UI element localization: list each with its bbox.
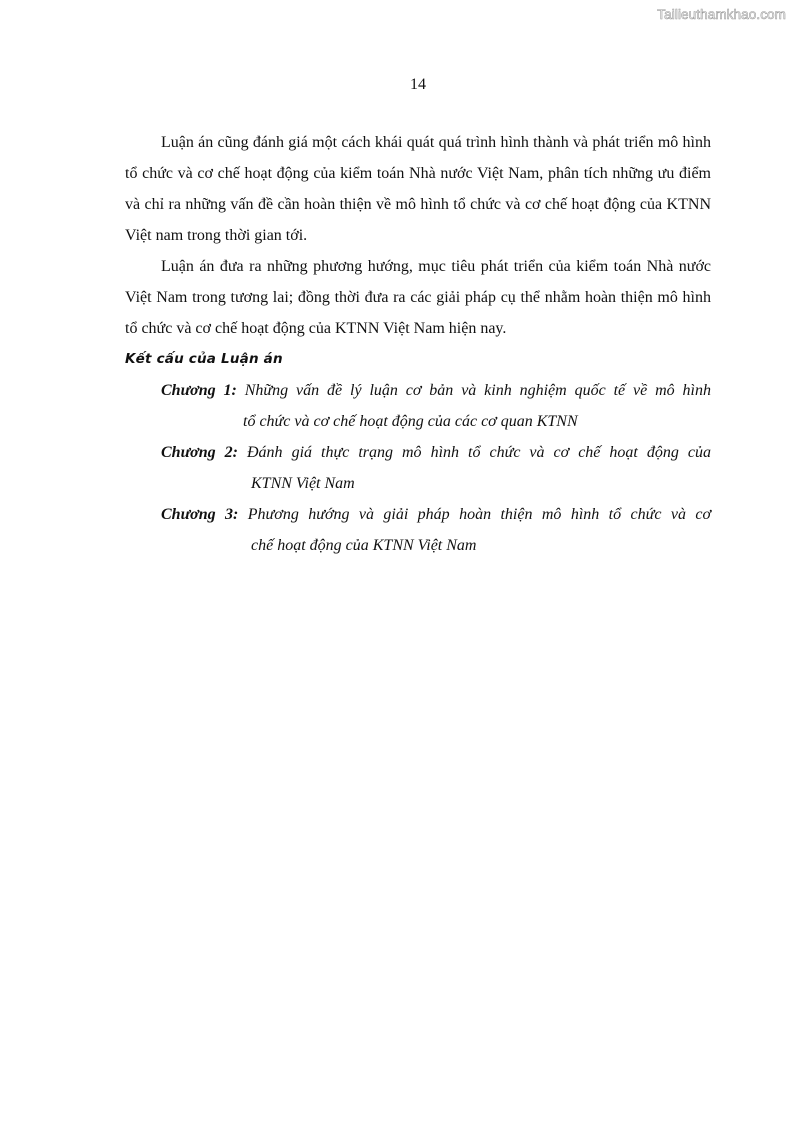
watermark-text: Tailieuthamkhao.com [657,7,786,22]
chapter-3-title-part2: chế hoạt động của KTNN Việt Nam [251,537,477,554]
section-heading-structure: Kết cấu của Luận án [125,351,283,367]
chapter-2-label: Chương 2: [161,444,238,461]
chapter-3-title-part1: Phương hướng và giải pháp hoàn thiện mô hình tổ chức và cơ [247,506,712,523]
chapter-1-line1 [161,375,711,406]
document-body [125,127,711,561]
chapter-2-title-part2: KTNN Việt Nam [251,475,355,492]
paragraph-overview: Luận án cũng đánh giá một cách khái quát quá trình hình thành và phát triển mô hình tổ chức và cơ chế hoạt động của kiểm toán Nhà nước Việt Nam, phân tích những ưu điểm và chỉ ra những vấn đề cần hoàn thiện về mô hình tổ chức và cơ chế hoạt động của KTNN Việt nam trong thời gian tới. [125,134,711,244]
chapter-item-3 [125,499,711,561]
chapter-item-2 [125,437,711,499]
chapter-3-label: Chương 3: [161,506,239,523]
chapter-1-title-part2: tổ chức và cơ chế hoạt động của các cơ quan KTNN [243,413,578,430]
paragraph-solutions: Luận án đưa ra những phương hướng, mục tiêu phát triển của kiểm toán Nhà nước Việt Nam trong tương lai; đồng thời đưa ra các giải pháp cụ thể nhằm hoàn thiện mô hình tổ chức và cơ chế hoạt động của KTNN Việt Nam hiện nay. [125,258,711,337]
chapter-item-1 [125,375,711,437]
page-number: 14 [410,76,426,93]
chapter-1-label: Chương 1: [161,382,237,399]
chapter-1-title-part1: Những vấn đề lý luận cơ bản và kinh nghiệm quốc tế về mô hình [244,382,711,399]
chapter-3-line1 [161,499,711,530]
chapter-2-title-part1: Đánh giá thực trạng mô hình tổ chức và cơ chế hoạt động của [247,444,712,461]
chapter-2-line1 [161,437,711,468]
